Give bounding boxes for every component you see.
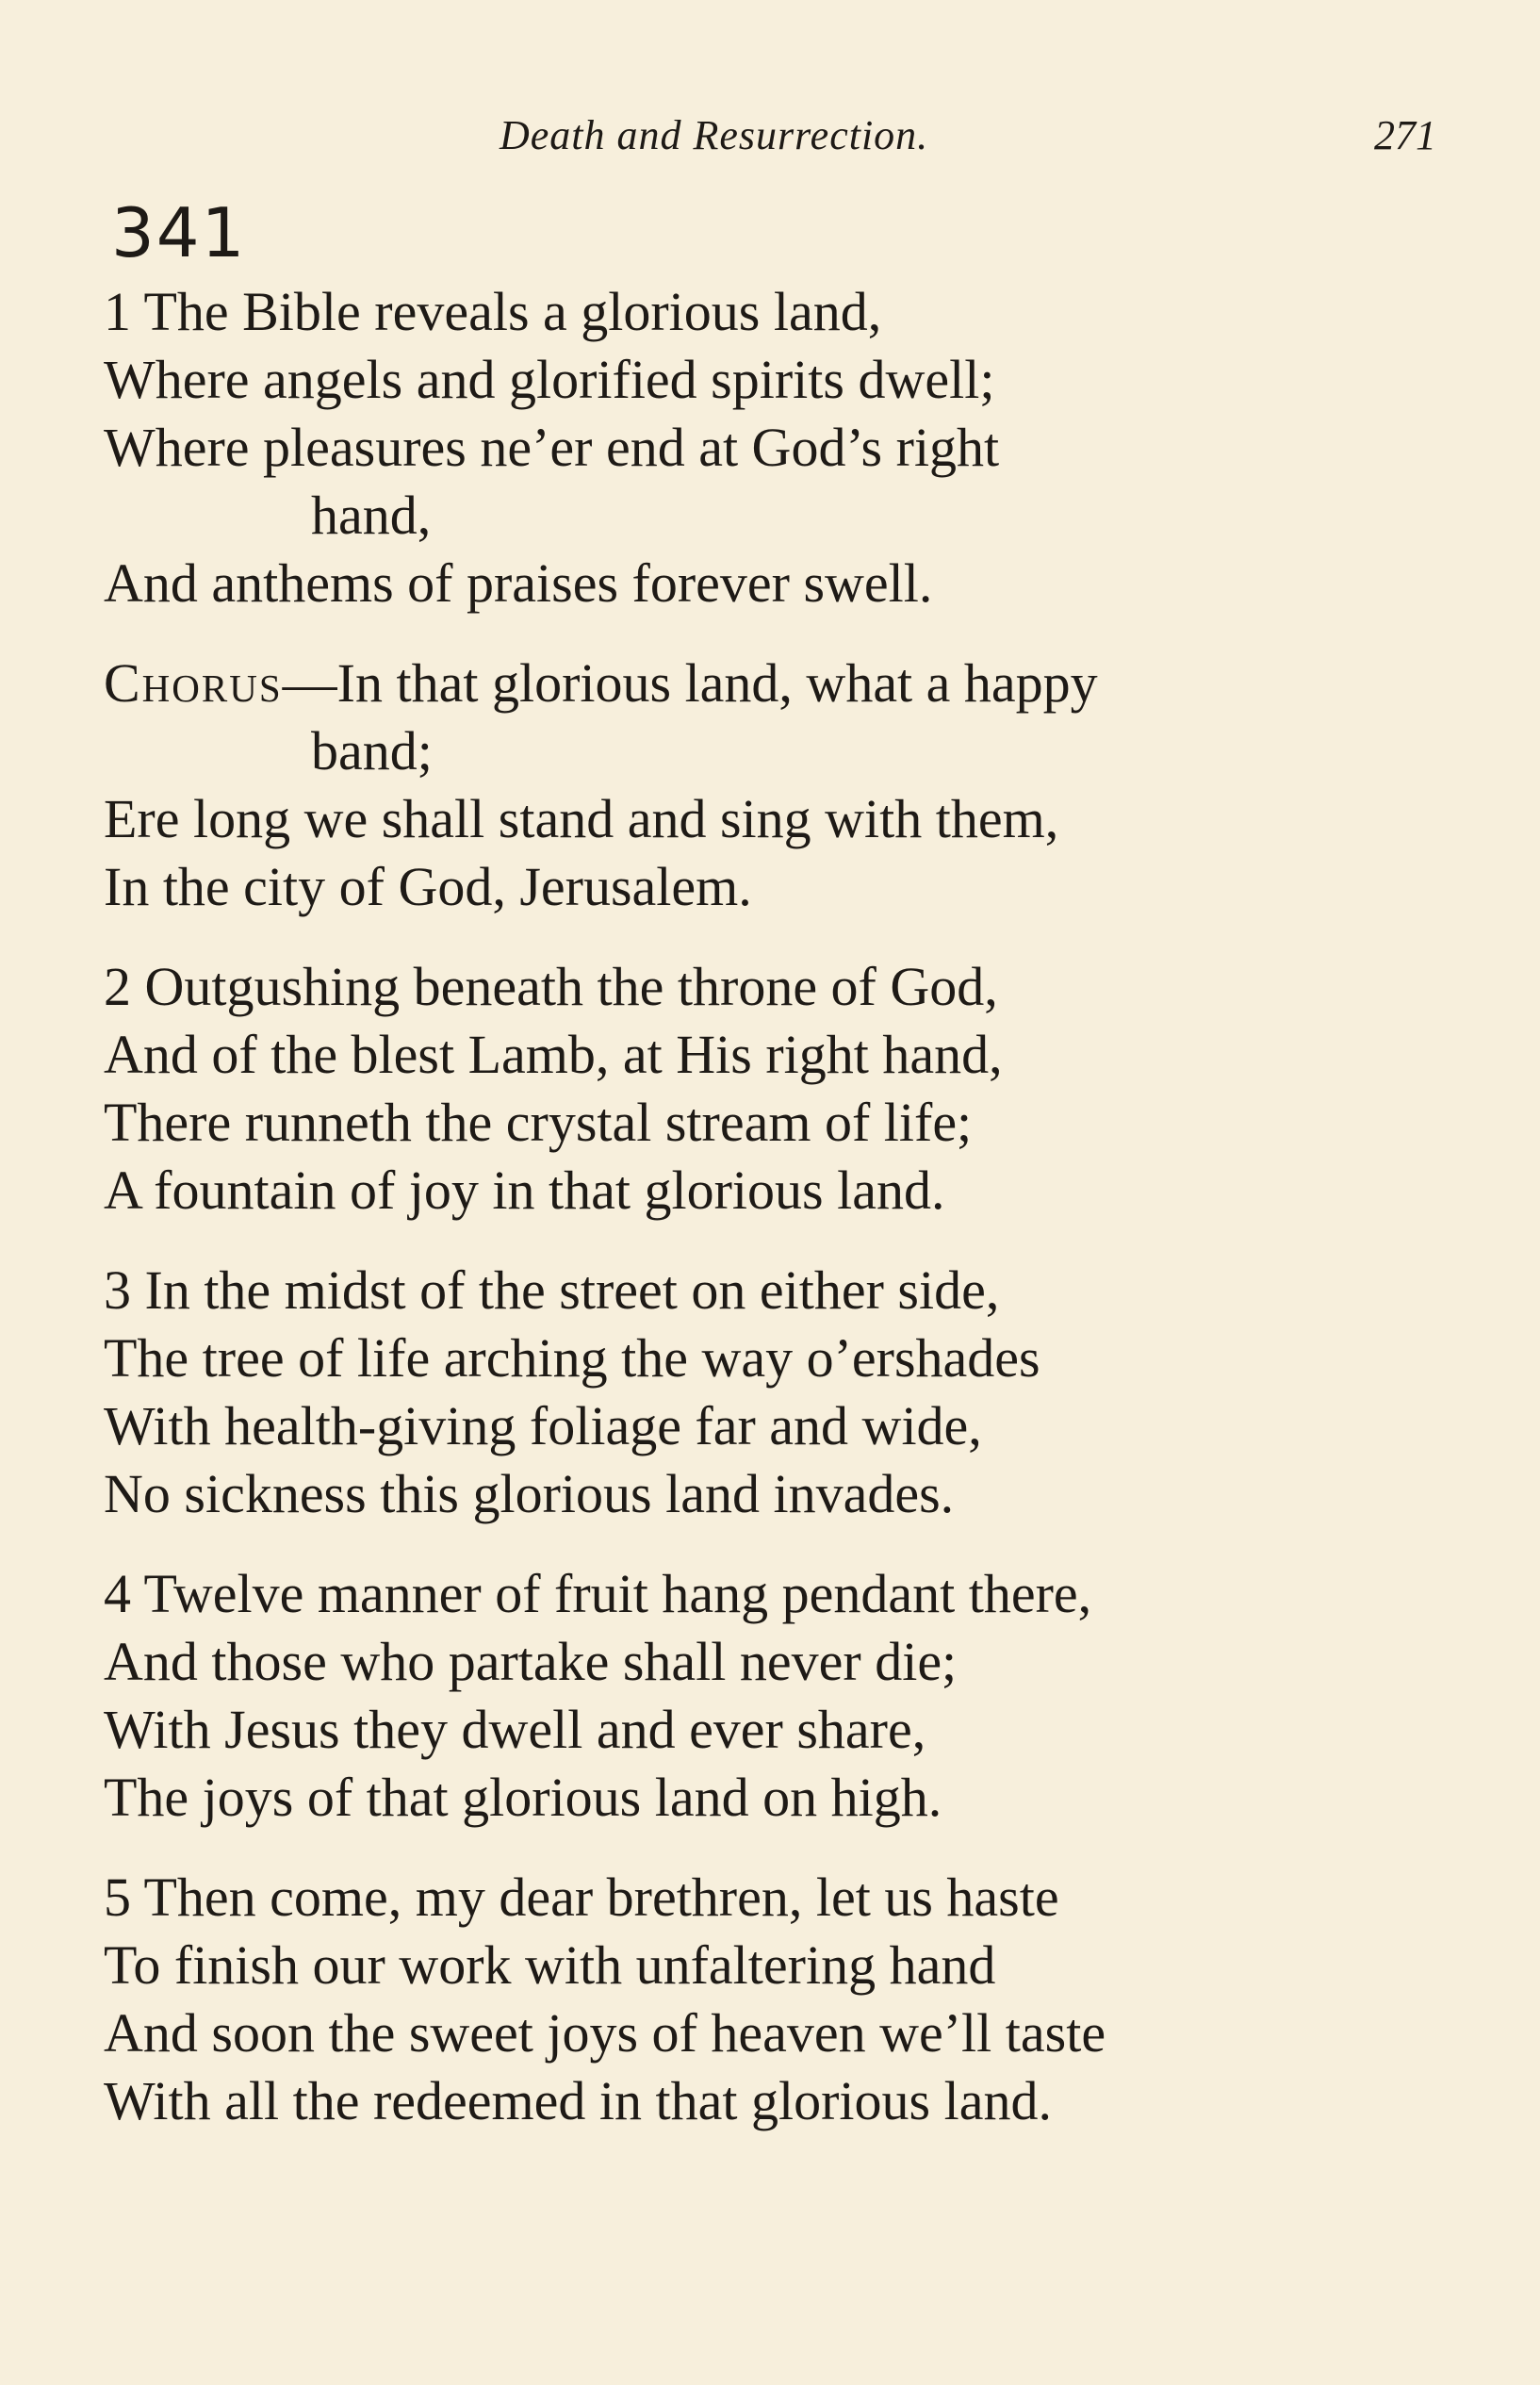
stanza-2 bbox=[104, 953, 1461, 1225]
stanza-line: band; bbox=[311, 720, 433, 781]
chorus-line-text: —In that glorious land, what a happy bbox=[282, 652, 1098, 714]
stanza-line: A fountain of joy in that glorious land. bbox=[104, 1160, 945, 1221]
running-title: Death and Resurrection. bbox=[500, 112, 929, 158]
stanza-4 bbox=[104, 1560, 1461, 1832]
stanza-line: No sickness this glorious land invades. bbox=[104, 1463, 955, 1524]
stanza-line: With Jesus they dwell and ever share, bbox=[104, 1699, 926, 1760]
page-header bbox=[0, 111, 1540, 168]
stanza-line: 4 Twelve manner of fruit hang pendant there, bbox=[104, 1563, 1092, 1624]
stanza-line: Where angels and glorified spirits dwell; bbox=[104, 349, 995, 410]
stanza-line: 5 Then come, my dear brethren, let us haste bbox=[104, 1867, 1059, 1928]
stanza-line: Ere long we shall stand and sing with them, bbox=[104, 788, 1059, 849]
stanza-line: hand, bbox=[311, 485, 432, 546]
hymn-text bbox=[104, 278, 1461, 2167]
stanza-line: And soon the sweet joys of heaven we’ll taste bbox=[104, 2002, 1106, 2064]
stanza-line: And those who partake shall never die; bbox=[104, 1631, 958, 1692]
stanza-1 bbox=[104, 278, 1461, 617]
hymn-number: 341 bbox=[111, 193, 247, 272]
chorus bbox=[104, 650, 1461, 921]
chorus-label: Chorus bbox=[104, 652, 283, 714]
stanza-line: There runneth the crystal stream of life; bbox=[104, 1092, 973, 1153]
stanza-line: 2 Outgushing beneath the throne of God, bbox=[104, 956, 998, 1017]
stanza-line: 1 The Bible reveals a glorious land, bbox=[104, 281, 882, 342]
stanza-5 bbox=[104, 1864, 1461, 2135]
stanza-line: With health-giving foliage far and wide, bbox=[104, 1395, 982, 1456]
stanza-line: The joys of that glorious land on high. bbox=[104, 1767, 942, 1828]
stanza-line: And of the blest Lamb, at His right hand, bbox=[104, 1024, 1003, 1085]
chorus-first-line bbox=[104, 650, 1461, 717]
stanza-line: And anthems of praises forever swell. bbox=[104, 552, 933, 614]
stanza-line: To finish our work with unfaltering hand bbox=[104, 1934, 996, 1996]
page-number: 271 bbox=[1374, 112, 1436, 158]
stanza-line: Where pleasures ne’er end at God’s right bbox=[104, 417, 1000, 478]
stanza-line: The tree of life arching the way o’ershades bbox=[104, 1327, 1040, 1389]
stanza-line: With all the redeemed in that glorious land. bbox=[104, 2070, 1052, 2131]
stanza-line: 3 In the midst of the street on either side, bbox=[104, 1259, 1000, 1321]
stanza-3 bbox=[104, 1257, 1461, 1528]
stanza-line: In the city of God, Jerusalem. bbox=[104, 856, 752, 917]
